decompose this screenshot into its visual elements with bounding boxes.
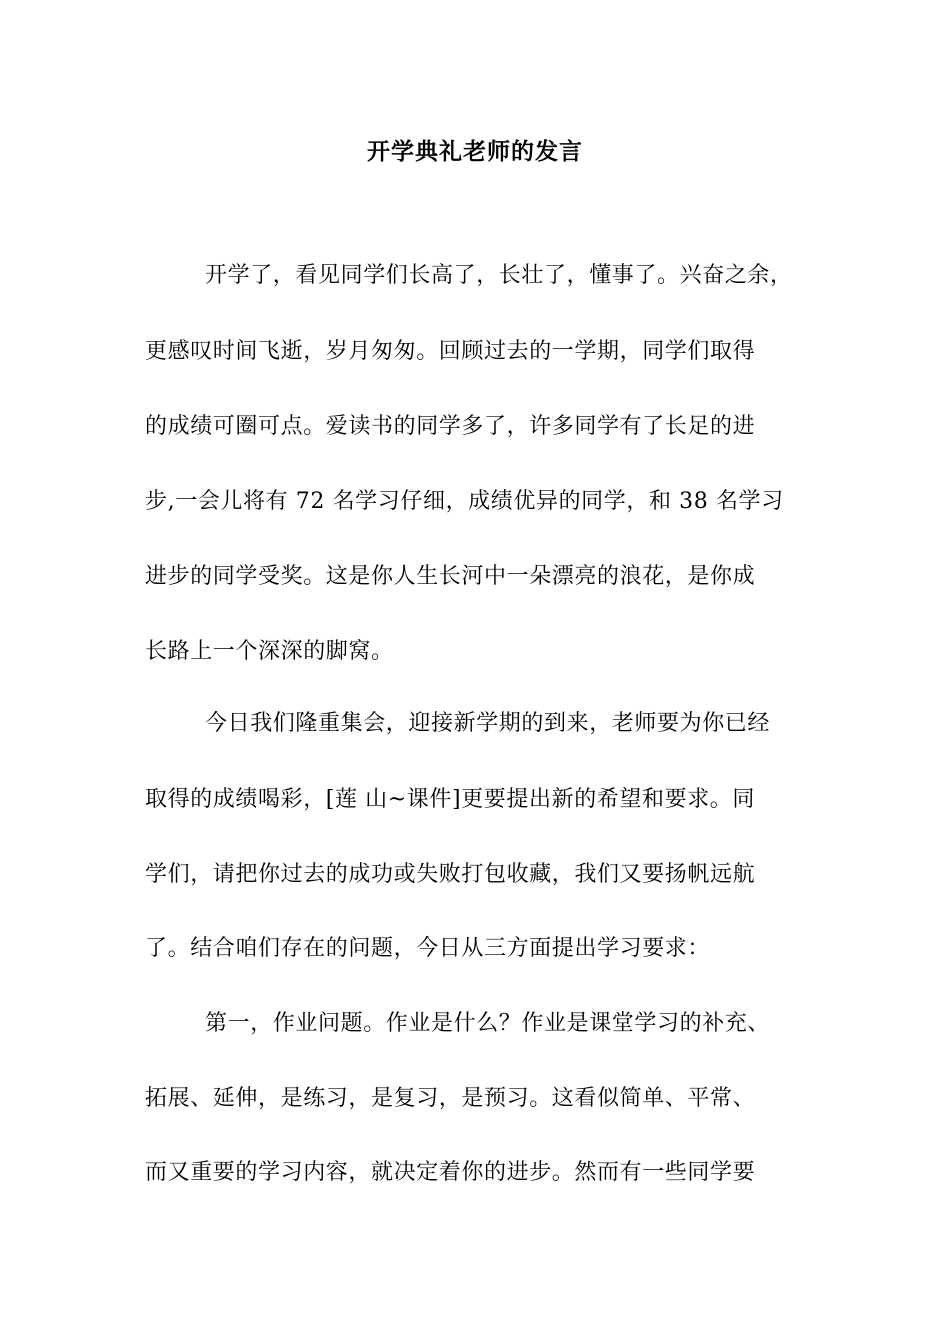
paragraph-1-line-5: 进步的同学受奖。这是你人生长河中一朵漂亮的浪花，是你成 bbox=[145, 564, 756, 589]
paragraph-1-line-3: 的成绩可圈可点。爱读书的同学多了，许多同学有了长足的进 bbox=[145, 414, 756, 439]
paragraph-1-line-2: 更感叹时间飞逝，岁月匆匆。回顾过去的一学期，同学们取得 bbox=[145, 339, 756, 364]
paragraph-3-line-3: 而又重要的学习内容，就决定着你的进步。然而有一些同学要 bbox=[145, 1160, 756, 1185]
paragraph-1-line-4: 步,一会儿将有 72 名学习仔细，成绩优异的同学，和 38 名学习 bbox=[145, 489, 784, 514]
paragraph-2-line-1: 今日我们隆重集会，迎接新学期的到来，老师要为你已经 bbox=[205, 711, 771, 736]
paragraph-2-line-3: 学们，请把你过去的成功或失败打包收藏，我们又要扬帆远航 bbox=[145, 862, 756, 887]
paragraph-3-line-1: 第一，作业问题。作业是什么？作业是课堂学习的补充、 bbox=[205, 1011, 771, 1036]
paragraph-1-line-6: 长路上一个深深的脚窝。 bbox=[145, 639, 394, 664]
paragraph-2-line-4: 了。结合咱们存在的问题，今日从三方面提出学习要求： bbox=[145, 936, 711, 961]
paragraph-1-line-1: 开学了，看见同学们长高了，长壮了，懂事了。兴奋之余， bbox=[205, 263, 793, 288]
paragraph-2-line-2: 取得的成绩喝彩，[莲 山~课件]更要提出新的希望和要求。同 bbox=[145, 787, 755, 812]
paragraph-3-line-2: 拓展、延伸，是练习，是复习，是预习。这看似简单、平常、 bbox=[145, 1086, 756, 1111]
document-title: 开学典礼老师的发言 bbox=[367, 138, 583, 165]
